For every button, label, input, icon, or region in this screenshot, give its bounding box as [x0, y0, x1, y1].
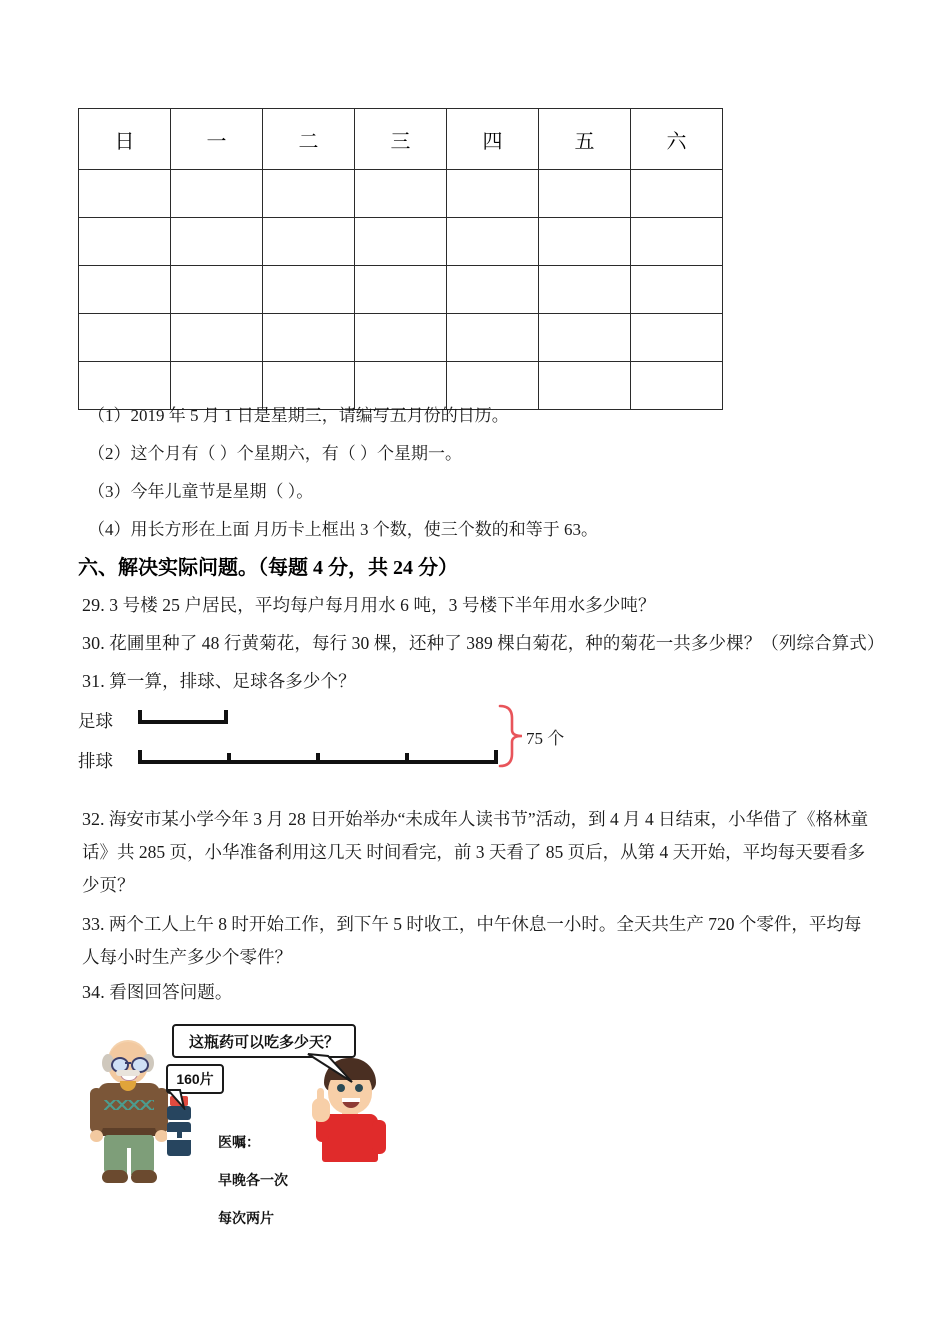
question-31	[82, 666, 356, 696]
soccer-bar-tick-end	[224, 710, 228, 724]
question-29	[82, 590, 656, 620]
man-mustache	[116, 1070, 140, 1076]
question-30-text: 花圃里种了 48 行黄菊花，每行 30 棵，还种了 389 棵白菊花，种的菊花一共多少棵？（列综合算式）	[109, 633, 885, 653]
calendar-cell[interactable]	[539, 314, 631, 362]
question-31-text: 算一算，排球、足球各多少个？	[109, 671, 356, 691]
calendar-cell[interactable]	[447, 314, 539, 362]
question-30-number: 30.	[82, 633, 105, 653]
calendar-cell[interactable]	[263, 266, 355, 314]
calendar-cell[interactable]	[631, 218, 723, 266]
calendar-cell[interactable]	[539, 266, 631, 314]
calendar-row	[79, 314, 723, 362]
calendar-cell[interactable]	[171, 218, 263, 266]
boy-pointing-finger	[317, 1088, 324, 1104]
calendar-row	[79, 266, 723, 314]
question-33-text: 两个工人上午 8 时开始工作，到下午 5 时收工，中午休息一小时。全天共生产 720 个零件，平均每人每小时生产多少个零件？	[82, 914, 862, 967]
calendar-cell[interactable]	[79, 218, 171, 266]
calendar-cell[interactable]	[355, 170, 447, 218]
soccer-bar-tick-start	[138, 710, 142, 724]
calendar-cell[interactable]	[79, 170, 171, 218]
boy-speech-bubble-tail	[306, 1052, 358, 1086]
dosage-instructions	[218, 1114, 288, 1247]
calendar-cell[interactable]	[263, 314, 355, 362]
calendar-cell[interactable]	[631, 170, 723, 218]
question-34-text: 看图回答问题。	[109, 982, 233, 1002]
brace-total-label: 75 个	[526, 729, 565, 748]
dosage-line-2: 每次两片	[218, 1210, 274, 1226]
calendar-row	[79, 170, 723, 218]
calendar-cell[interactable]	[171, 314, 263, 362]
calendar-cell[interactable]	[355, 266, 447, 314]
calendar-subquestion-3: （3）今年儿童节是星期（ ）。	[88, 482, 314, 501]
calendar-header-cell-thu: 四	[447, 109, 539, 170]
dosage-line-1: 早晚各一次	[218, 1172, 288, 1188]
calendar-cell[interactable]	[263, 218, 355, 266]
man-hand-left	[90, 1130, 103, 1142]
calendar-cell[interactable]	[539, 362, 631, 410]
calendar-cell[interactable]	[447, 266, 539, 314]
question-30	[82, 628, 885, 658]
calendar-row	[79, 218, 723, 266]
man-shoe-right	[131, 1170, 157, 1183]
calendar-cell[interactable]	[79, 266, 171, 314]
calendar-cell[interactable]	[355, 218, 447, 266]
bottle-cross-horizontal	[172, 1127, 187, 1132]
calendar-cell[interactable]	[447, 170, 539, 218]
calendar-cell[interactable]	[631, 266, 723, 314]
medicine-illustration	[88, 1018, 408, 1226]
soccer-bar-baseline	[138, 720, 228, 724]
volleyball-bar-tick-1	[227, 753, 231, 764]
volleyball-bar-tick-2	[316, 753, 320, 764]
diagram-label-volleyball: 排球	[78, 751, 113, 771]
section-heading: 六、解决实际问题。（每题 4 分，共 24 分）	[78, 557, 458, 579]
calendar-cell[interactable]	[631, 314, 723, 362]
calendar-cell[interactable]	[171, 266, 263, 314]
calendar-cell[interactable]	[631, 362, 723, 410]
calendar-cell[interactable]	[171, 170, 263, 218]
question-29-number: 29.	[82, 595, 105, 615]
diagram-label-soccer: 足球	[78, 711, 113, 731]
calendar-subquestion-2: （2）这个月有（ ）个星期六，有（ ）个星期一。	[88, 444, 462, 463]
calendar-cell[interactable]	[263, 170, 355, 218]
calendar-table-wrapper	[78, 108, 723, 410]
calendar-cell[interactable]	[447, 218, 539, 266]
boy-teeth	[342, 1098, 360, 1102]
calendar-header-cell-mon: 一	[171, 109, 263, 170]
calendar-header-cell-fri: 五	[539, 109, 631, 170]
calendar-header-cell-sat: 六	[631, 109, 723, 170]
calendar-subquestion-4: （4）用长方形在上面 月历卡上框出 3 个数，使三个数的和等于 63。	[88, 520, 598, 539]
calendar-header-cell-wed: 三	[355, 109, 447, 170]
question-32	[82, 803, 872, 902]
calendar-cell[interactable]	[355, 314, 447, 362]
question-32-text: 海安市某小学今年 3 月 28 日开始举办“未成年人读书节”活动，到 4 月 4 日结束，小华借了《格林童话》共 285 页，小华准备利用这几天 时间看完，前 3 天看了 85 页后，从第 4 天开始，平均每天要看多少页？	[82, 809, 869, 895]
calendar-header-cell-tue: 二	[263, 109, 355, 170]
question-29-text: 3 号楼 25 户居民，平均每户每月用水 6 吨，3 号楼下半年用水多少吨？	[109, 595, 656, 615]
glasses-bridge-icon	[125, 1062, 131, 1064]
volleyball-bar-tick-3	[405, 753, 409, 764]
brace-icon	[496, 704, 526, 768]
question-34	[82, 977, 233, 1007]
bottle-count-bubble: 160片	[166, 1064, 224, 1094]
question-33	[82, 908, 872, 974]
calendar-header-row	[79, 109, 723, 170]
man-leg-gap	[127, 1148, 131, 1176]
volleyball-bar	[138, 750, 498, 764]
calendar-header-cell-sun: 日	[79, 109, 171, 170]
calendar-cell[interactable]	[539, 170, 631, 218]
soccer-bar	[138, 710, 228, 724]
boy-arm-right	[372, 1120, 386, 1154]
man-shoe-left	[102, 1170, 128, 1183]
calendar-cell[interactable]	[79, 314, 171, 362]
calendar-table	[78, 108, 723, 410]
volleyball-bar-tick-0	[138, 750, 142, 764]
elderly-man-figure	[90, 1040, 168, 1185]
question-32-number: 32.	[82, 809, 105, 829]
sweater-zigzag-pattern	[104, 1100, 154, 1110]
boy-speech-bubble: 这瓶药可以吃多少天？	[172, 1024, 356, 1058]
boy-shirt	[322, 1114, 378, 1162]
calendar-subquestion-1: （1）2019 年 5 月 1 日是星期三，请编写五月份的日历。	[88, 406, 509, 425]
dosage-title: 医嘱：	[218, 1134, 260, 1150]
question-31-number: 31.	[82, 671, 105, 691]
calendar-cell[interactable]	[539, 218, 631, 266]
question-33-number: 33.	[82, 914, 105, 934]
man-arm-left	[90, 1088, 103, 1133]
segment-diagram-31	[78, 700, 638, 780]
question-34-number: 34.	[82, 982, 105, 1002]
bottle-count-bubble-tail	[164, 1088, 190, 1110]
